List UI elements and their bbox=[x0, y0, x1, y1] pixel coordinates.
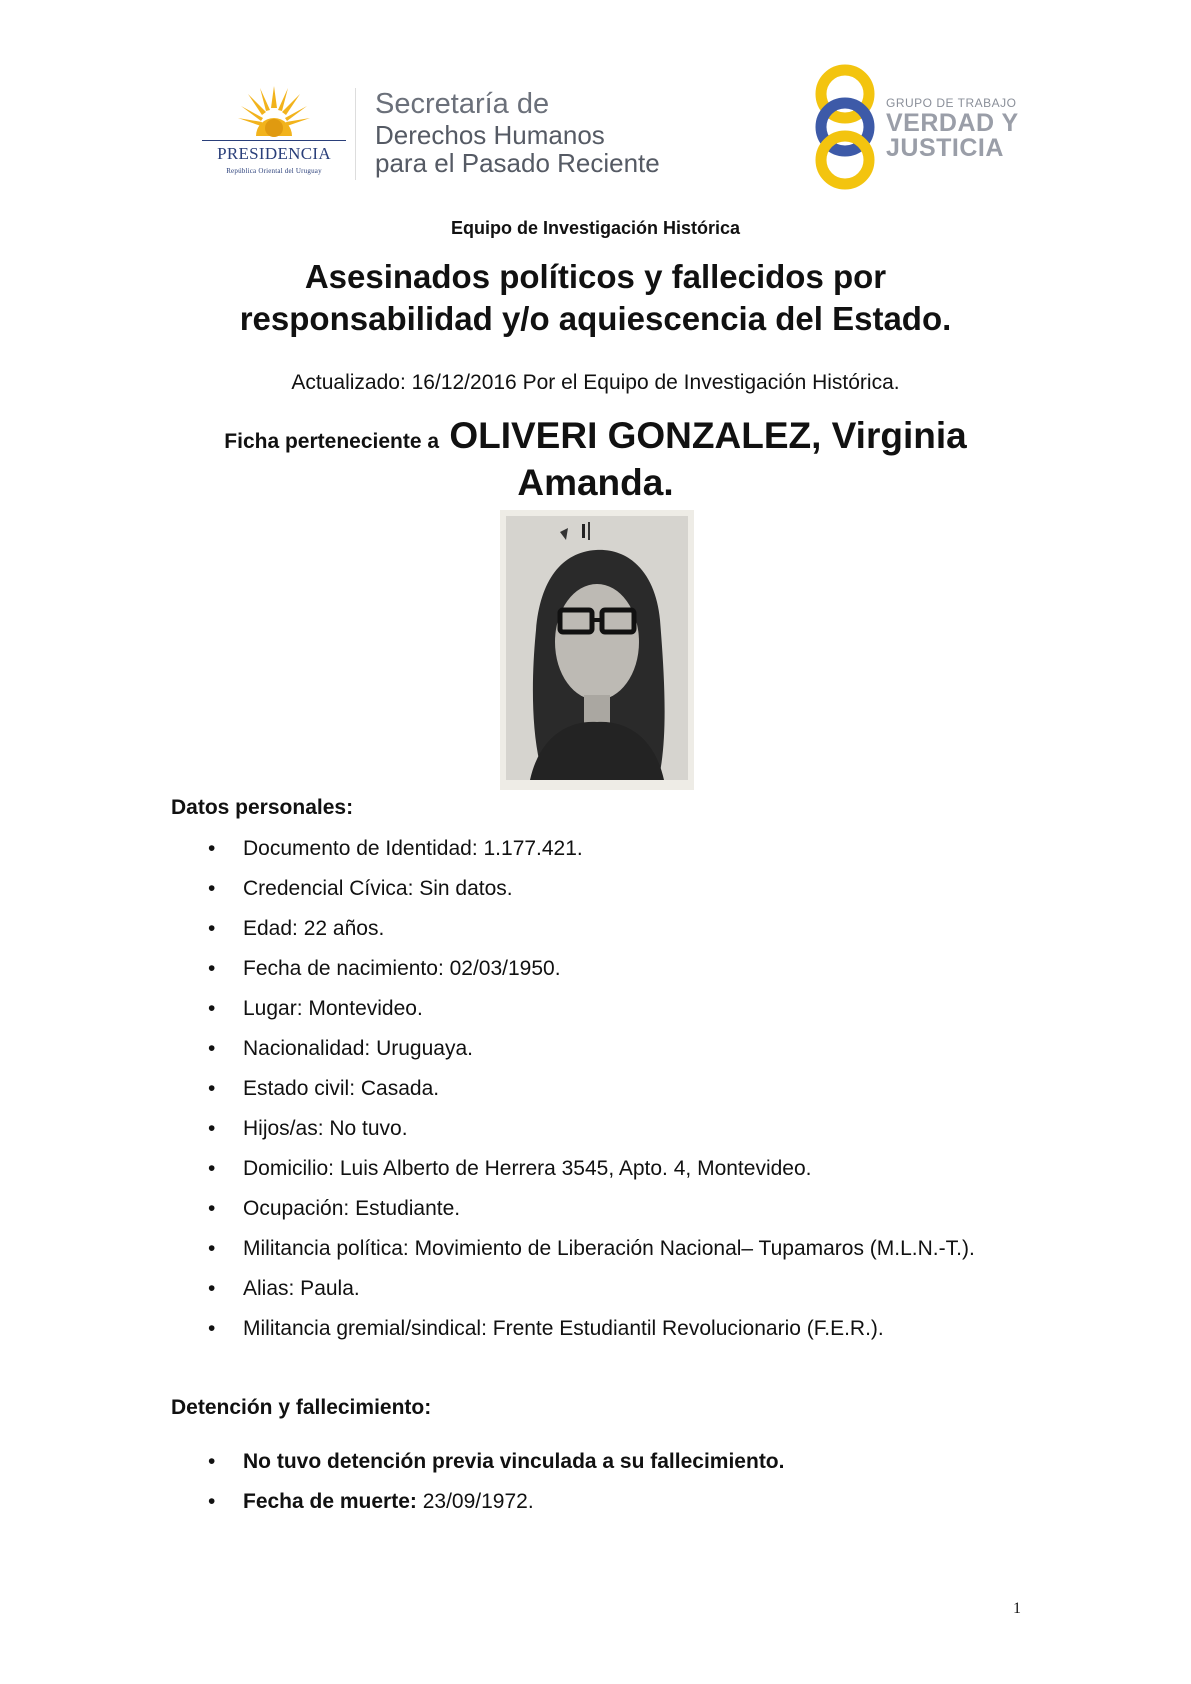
vyj-title bbox=[886, 111, 1019, 161]
death-date-label: Fecha de muerte: bbox=[243, 1490, 417, 1513]
secretaria-line-3: para el Pasado Reciente bbox=[375, 148, 660, 178]
detention-list bbox=[208, 1448, 1023, 1515]
person-photo bbox=[500, 510, 694, 790]
page-number: 1 bbox=[1013, 1600, 1021, 1617]
presidencia-logo bbox=[198, 84, 350, 184]
ficha-heading bbox=[0, 415, 1191, 503]
sun-icon bbox=[236, 84, 312, 140]
detention-item-text: No tuvo detención previa vinculada a su fallecimiento. bbox=[243, 1450, 785, 1473]
linked-rings-icon bbox=[810, 62, 880, 192]
personal-data-list bbox=[208, 835, 1023, 1342]
list-item: • Hijos/as: No tuvo. bbox=[208, 1115, 1023, 1142]
logo-divider bbox=[355, 88, 356, 180]
page-title-line-2: responsabilidad y/o aquiescencia del Estado. bbox=[239, 300, 952, 337]
secretaria-line-2: Derechos Humanos bbox=[375, 120, 605, 150]
list-item: • Domicilio: Luis Alberto de Herrera 3545, Apto. 4, Montevideo. bbox=[208, 1155, 1023, 1182]
list-item: • Credencial Cívica: Sin datos. bbox=[208, 875, 1023, 902]
list-item: • Ocupación: Estudiante. bbox=[208, 1195, 1023, 1222]
list-item: • Fecha de nacimiento: 02/03/1950. bbox=[208, 955, 1023, 982]
vyj-title-line-2: JUSTICIA bbox=[886, 134, 1004, 162]
list-item: • Lugar: Montevideo. bbox=[208, 995, 1023, 1022]
secretaria-line-1: Secretaría de bbox=[375, 88, 550, 120]
person-name-line-1: OLIVERI GONZALEZ, Virginia bbox=[449, 415, 967, 456]
list-item bbox=[208, 1448, 1023, 1475]
list-item: • Edad: 22 años. bbox=[208, 915, 1023, 942]
secretaria-logo bbox=[375, 90, 660, 176]
page-title-line-1: Asesinados políticos y fallecidos por bbox=[304, 258, 887, 295]
detention-heading: Detención y fallecimiento: bbox=[171, 1396, 432, 1419]
presidencia-rule bbox=[202, 140, 346, 141]
list-item: • Alias: Paula. bbox=[208, 1275, 1023, 1302]
presidencia-subtitle: República Oriental del Uruguay bbox=[226, 167, 322, 175]
presidencia-name: PRESIDENCIA bbox=[217, 144, 331, 163]
death-date-value: 23/09/1972. bbox=[416, 1490, 534, 1513]
team-heading: Equipo de Investigación Histórica bbox=[450, 218, 741, 238]
list-item: • Militancia gremial/sindical: Frente Estudiantil Revolucionario (F.E.R.). bbox=[208, 1315, 1023, 1342]
list-item: • Militancia política: Movimiento de Liberación Nacional– Tupamaros (M.L.N.-T.). bbox=[208, 1235, 1023, 1262]
ficha-prefix: Ficha perteneciente a bbox=[224, 430, 440, 453]
list-item: • Documento de Identidad: 1.177.421. bbox=[208, 835, 1023, 862]
verdad-justicia-logo bbox=[810, 62, 1030, 192]
updated-line: Actualizado: 16/12/2016 Por el Equipo de Investigación Histórica. bbox=[291, 371, 900, 394]
list-item: • Nacionalidad: Uruguaya. bbox=[208, 1035, 1023, 1062]
list-item bbox=[208, 1488, 1023, 1515]
vyj-subtitle: GRUPO DE TRABAJO bbox=[886, 96, 1017, 110]
page-title bbox=[0, 256, 1191, 340]
person-name-line-2: Amanda. bbox=[517, 462, 674, 503]
list-item: • Estado civil: Casada. bbox=[208, 1075, 1023, 1102]
vyj-title-line-1: VERDAD Y bbox=[886, 109, 1019, 137]
personal-data-heading: Datos personales: bbox=[171, 796, 354, 819]
